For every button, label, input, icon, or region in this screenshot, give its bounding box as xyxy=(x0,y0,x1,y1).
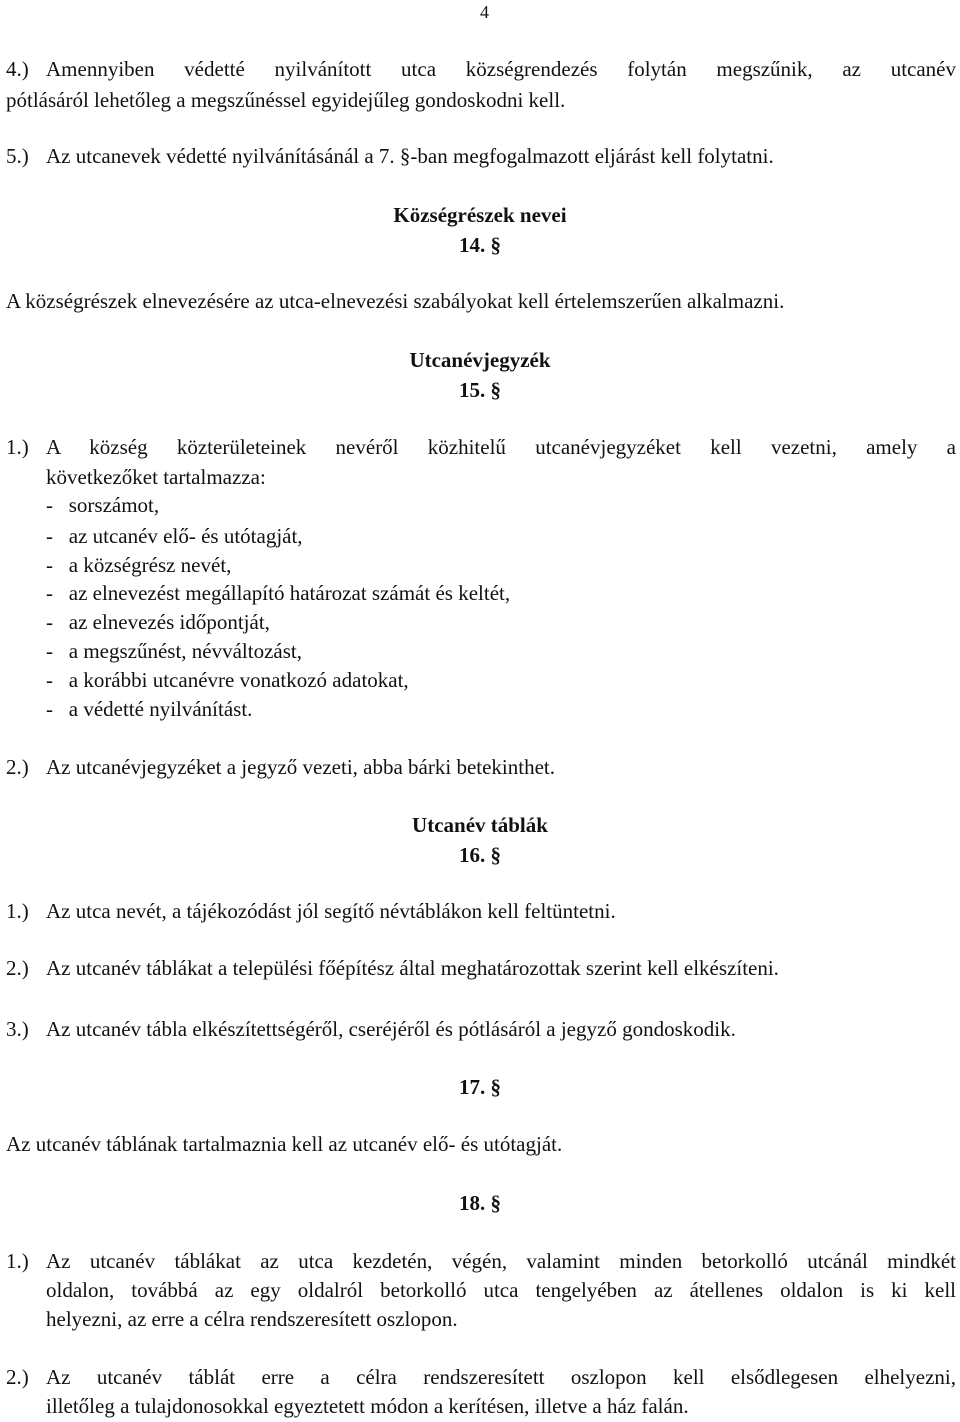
list-item: - a védetté nyilvánítást. xyxy=(46,697,253,721)
section-number: 17. § xyxy=(459,1075,501,1099)
list-item: - a korábbi utcanévre vonatkozó adatokat, xyxy=(46,668,409,692)
paragraph-number: 2.) xyxy=(6,1365,29,1389)
paragraph-number: 2.) xyxy=(6,755,29,779)
paragraph-line: illetőleg a tulajdonosokkal egyeztetett módon a kerítésen, illetve a ház falán. xyxy=(46,1394,689,1418)
paragraph-number: 2.) xyxy=(6,956,29,980)
paragraph-line: helyezni, az erre a célra rendszeresített oszlopon. xyxy=(46,1307,458,1331)
paragraph-line: Amennyiben védetté nyilvánított utca községrendezés folytán megszűnik, az utcanév xyxy=(46,57,956,81)
paragraph-line: A község közterületeinek nevéről közhitelű utcanévjegyzéket kell vezetni, amely a xyxy=(46,435,956,459)
section-heading: Utcanévjegyzék xyxy=(409,348,551,372)
list-item: - az elnevezést megállapító határozat számát és keltét, xyxy=(46,581,511,605)
paragraph-number: 3.) xyxy=(6,1017,29,1041)
section-number: 14. § xyxy=(459,233,501,257)
paragraph-text: Az utcanév tábla elkészítettségéről, cseréjéről és pótlásáról a jegyző gondoskodik. xyxy=(46,1017,736,1041)
section-heading: Utcanév táblák xyxy=(412,813,548,837)
page-number: 4 xyxy=(480,2,489,22)
paragraph-text: Az utcanévjegyzéket a jegyző vezeti, abba bárki betekinthet. xyxy=(46,755,556,779)
paragraph-text: Az utcanevek védetté nyilvánításánál a 7. §-ban megfogalmazott eljárást kell folytatni. xyxy=(46,144,774,168)
paragraph-number: 1.) xyxy=(6,1249,29,1273)
list-item: - a községrész nevét, xyxy=(46,553,232,577)
paragraph-text: Az utcanév táblákat a települési főépítész által meghatározottak szerint kell elkészíteni. xyxy=(46,956,779,980)
section-number: 16. § xyxy=(459,843,501,867)
section-number: 18. § xyxy=(459,1191,501,1215)
paragraph-line: következőket tartalmazza: xyxy=(46,465,266,489)
paragraph-line: Az utcanév táblákat az utca kezdetén, végén, valamint minden betorkolló utcánál mindkét xyxy=(46,1249,956,1273)
section-heading: Községrészek nevei xyxy=(393,203,567,227)
paragraph-line: oldalon, továbbá az egy oldalról betorkolló utca tengelyében az átellenes oldalon is ki kell xyxy=(46,1278,956,1302)
paragraph-number: 1.) xyxy=(6,899,29,923)
paragraph-number: 5.) xyxy=(6,144,29,168)
paragraph-line: pótlásáról lehetőleg a megszűnéssel egyidejűleg gondoskodni kell. xyxy=(6,88,566,112)
list-item: - az elnevezés időpontját, xyxy=(46,610,270,634)
paragraph-number: 4.) xyxy=(6,57,29,81)
paragraph-line: Az utcanév táblát erre a célra rendszeresített oszlopon kell elsődlegesen elhelyezni, xyxy=(46,1365,956,1389)
list-item: - az utcanév elő- és utótagját, xyxy=(46,524,303,548)
section-number: 15. § xyxy=(459,378,501,402)
paragraph-text: Az utca nevét, a tájékozódást jól segítő névtáblákon kell feltüntetni. xyxy=(46,899,616,923)
paragraph-text: A községrészek elnevezésére az utca-elnevezési szabályokat kell értelemszerűen alkalmazni. xyxy=(6,289,785,313)
list-item: - a megszűnést, névváltozást, xyxy=(46,639,302,663)
paragraph-text: Az utcanév táblának tartalmaznia kell az utcanév elő- és utótagját. xyxy=(6,1132,563,1156)
list-item: - sorszámot, xyxy=(46,493,160,517)
paragraph-number: 1.) xyxy=(6,435,29,459)
